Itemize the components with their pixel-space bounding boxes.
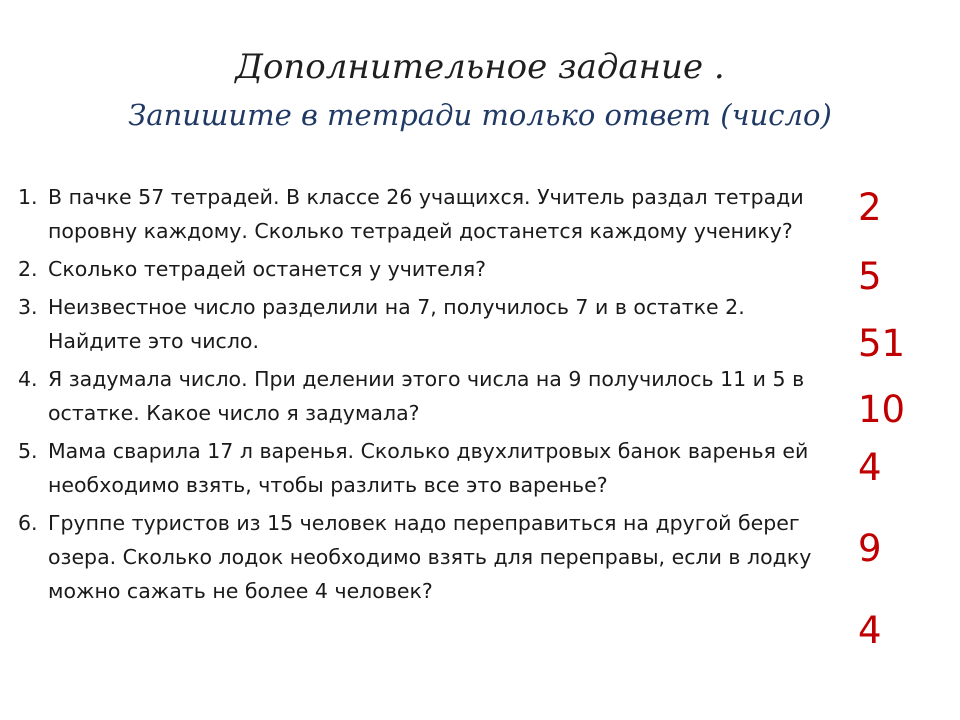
answer-4: 10 bbox=[858, 388, 906, 431]
answer-3: 51 bbox=[858, 322, 906, 365]
answer-2: 5 bbox=[858, 255, 882, 298]
task-number: 1. bbox=[18, 185, 38, 209]
task-number: 6. bbox=[18, 511, 38, 535]
task-item bbox=[18, 252, 818, 286]
task-text: Сколько тетрадей останется у учителя? bbox=[48, 257, 487, 281]
task-text: Неизвестное число разделили на 7, получилось 7 и в остатке 2. Найдите это число. bbox=[48, 295, 745, 353]
task-item bbox=[18, 362, 818, 430]
task-number: 4. bbox=[18, 367, 38, 391]
answer-1: 2 bbox=[858, 186, 882, 229]
task-text: Мама сварила 17 л варенья. Сколько двухлитровых банок варенья ей необходимо взять, чтобы разлить все это варенье? bbox=[48, 439, 809, 497]
task-item bbox=[18, 506, 818, 608]
answer-7: 4 bbox=[858, 609, 882, 652]
answer-6: 9 bbox=[858, 527, 882, 570]
task-text: В пачке 57 тетрадей. В классе 26 учащихся. Учитель раздал тетради поровну каждому. Сколько тетрадей достанется каждому ученику? bbox=[48, 185, 804, 243]
task-number: 3. bbox=[18, 295, 38, 319]
slide-subtitle: Запишите в тетради только ответ (число) bbox=[128, 98, 832, 132]
task-list bbox=[18, 180, 818, 612]
task-number: 5. bbox=[18, 439, 38, 463]
answer-5: 4 bbox=[858, 446, 882, 489]
task-item bbox=[18, 290, 818, 358]
slide-title: Дополнительное задание . bbox=[235, 47, 725, 87]
task-text: Я задумала число. При делении этого числа на 9 получилось 11 и 5 в остатке. Какое число я задумала? bbox=[48, 367, 805, 425]
task-item bbox=[18, 434, 818, 502]
task-text: Группе туристов из 15 человек надо переправиться на другой берег озера. Сколько лодок необходимо взять для переправы, если в лодку можно сажать не более 4 человек? bbox=[48, 511, 812, 603]
task-item bbox=[18, 180, 818, 248]
task-number: 2. bbox=[18, 257, 38, 281]
